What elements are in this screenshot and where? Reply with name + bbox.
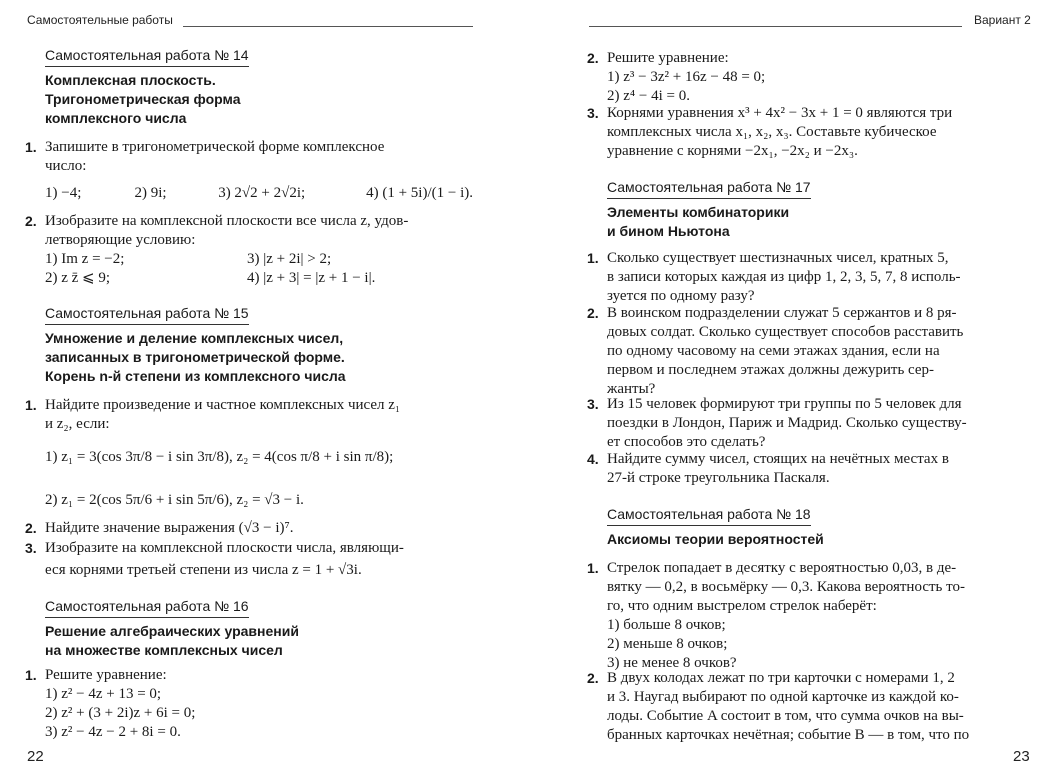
task-number: 4.	[587, 451, 599, 467]
task-line: го, что одним выстрелом стрелок наберёт:	[607, 598, 877, 614]
task-16-1	[25, 666, 475, 742]
option: 1) Im z = −2;	[45, 251, 125, 267]
formula-line: 1) z₁ = 3(cos 3π/8 − i sin 3π/8), z₂ = 4(cos π/8 + i sin π/8);	[45, 449, 394, 465]
task-number: 1.	[25, 397, 37, 413]
task-line: ет способов это сделать?	[607, 434, 766, 450]
option: 2) z z̄ ⩽ 9;	[45, 270, 111, 286]
task-number: 1.	[25, 139, 37, 155]
task-line: еся корнями третьей степени из числа z = 1 + √3i.	[45, 562, 362, 578]
task-number: 3.	[587, 396, 599, 412]
work-header: Самостоятельная работа № 18	[607, 505, 811, 526]
page-number-right: 23	[1013, 748, 1030, 765]
work-title-line: комплексного числа	[45, 110, 187, 126]
task-number: 2.	[587, 50, 599, 66]
task-number: 2.	[25, 520, 37, 536]
running-head-left: Самостоятельные работы	[27, 13, 173, 27]
work-14-heading	[45, 46, 485, 128]
task-16-2	[587, 49, 1033, 106]
task-line: 2) z⁴ − 4i = 0.	[607, 88, 690, 104]
task-15-3	[25, 539, 475, 580]
task-line: Найдите значение выражения (√3 − i)⁷.	[45, 520, 294, 536]
task-number: 2.	[587, 305, 599, 321]
work-title-line: на множестве комплексных чисел	[45, 642, 283, 658]
header-rule-right	[589, 26, 962, 27]
work-header: Самостоятельная работа № 15	[45, 304, 249, 325]
work-15-heading	[45, 304, 485, 386]
header-rule-left	[183, 26, 473, 27]
work-header: Самостоятельная работа № 16	[45, 597, 249, 618]
task-line: Корнями уравнения x³ + 4x² − 3x + 1 = 0 являются три	[607, 105, 953, 121]
task-line: уравнение с корнями −2x₁, −2x₂ и −2x₃.	[607, 143, 858, 159]
work-16-heading	[45, 597, 485, 660]
work-title-line: Аксиомы теории вероятностей	[607, 531, 824, 547]
task-line: в записи которых каждая из цифр 1, 2, 3, 5, 7, 8 исполь-	[607, 269, 961, 285]
task-line: комплексных числа x₁, x₂, x₃. Составьте кубическое	[607, 124, 937, 140]
work-title-line: Корень n-й степени из комплексного числа	[45, 368, 346, 384]
work-title-line: Элементы комбинаторики	[607, 204, 790, 220]
work-title-line: и бином Ньютона	[607, 223, 730, 239]
right-page	[527, 0, 1054, 782]
task-line: 3) не менее 8 очков?	[607, 655, 737, 671]
task-line: Решите уравнение:	[45, 667, 167, 683]
task-number: 3.	[587, 105, 599, 121]
task-line: вятку — 0,2, в восьмёрку — 0,3. Какова вероятность то-	[607, 579, 965, 595]
work-header: Самостоятельная работа № 14	[45, 46, 249, 67]
task-line: В воинском подразделении служат 5 сержантов и 8 ря-	[607, 305, 957, 321]
work-header: Самостоятельная работа № 17	[607, 178, 811, 199]
option: 3) 2√2 + 2√2i;	[218, 185, 306, 201]
work-title-line: Решение алгебраических уравнений	[45, 623, 299, 639]
task-line: жанты?	[607, 381, 656, 397]
task-line: бранных карточках нечётная; событие B — в том, что по	[607, 727, 970, 743]
task-16-3	[587, 104, 1033, 161]
task-18-1	[587, 559, 1033, 673]
task-14-1	[25, 138, 473, 203]
task-line: зуется по одному разу?	[607, 288, 755, 304]
formula-line: 2) z₁ = 2(cos 5π/6 + i sin 5π/6), z₂ = √3 − i.	[45, 492, 304, 508]
task-line: Решите уравнение:	[607, 50, 729, 66]
task-number: 1.	[587, 560, 599, 576]
task-14-2	[25, 212, 473, 288]
task-line: Сколько существует шестизначных чисел, кратных 5,	[607, 250, 949, 266]
option: 3) |z + 2i| > 2;	[247, 251, 332, 267]
task-line: В двух колодах лежат по три карточки с номерами 1, 2	[607, 670, 955, 686]
task-line: по одному часовому на семи этажах здания, если на	[607, 343, 940, 359]
task-17-3	[587, 395, 1033, 452]
task-line: Найдите произведение и частное комплексных чисел z₁	[45, 397, 401, 413]
task-line: Запишите в тригонометрической форме комплексное	[45, 139, 385, 155]
task-line: 27-й строке треугольника Паскаля.	[607, 470, 830, 486]
task-line: и z₂, если:	[45, 416, 110, 432]
task-line: 1) больше 8 очков;	[607, 617, 726, 633]
task-15-2	[25, 519, 475, 538]
option: 1) −4;	[45, 185, 82, 201]
task-line: 1) z² − 4z + 13 = 0;	[45, 686, 162, 702]
task-number: 2.	[587, 670, 599, 686]
task-line: Найдите сумму чисел, стоящих на нечётных местах в	[607, 451, 949, 467]
task-17-2	[587, 304, 1033, 399]
option: 4) |z + 3| = |z + 1 − i|.	[247, 270, 376, 286]
task-line: Стрелок попадает в десятку с вероятностью 0,03, в де-	[607, 560, 957, 576]
task-number: 2.	[25, 213, 37, 229]
task-line: лоды. Событие A состоит в том, что сумма очков на вы-	[607, 708, 964, 724]
task-17-4	[587, 450, 1033, 488]
task-line: 2) меньше 8 очков;	[607, 636, 728, 652]
work-17-heading	[607, 178, 1037, 241]
task-15-1	[25, 396, 475, 510]
task-line: летворяющие условию:	[45, 232, 196, 248]
task-17-1	[587, 249, 1033, 306]
task-line: Из 15 человек формируют три группы по 5 человек для	[607, 396, 962, 412]
task-number: 3.	[25, 540, 37, 556]
task-18-2	[587, 669, 1033, 745]
task-line: поездки в Лондон, Париж и Мадрид. Сколько существу-	[607, 415, 967, 431]
task-line: число:	[45, 158, 87, 174]
task-line: 1) z³ − 3z² + 16z − 48 = 0;	[607, 69, 766, 85]
work-title-line: записанных в тригонометрической форме.	[45, 349, 345, 365]
task-number: 1.	[25, 667, 37, 683]
work-title-line: Тригонометрическая форма	[45, 91, 241, 107]
task-number: 1.	[587, 250, 599, 266]
task-line: 2) z² + (3 + 2i)z + 6i = 0;	[45, 705, 196, 721]
work-title-line: Комплексная плоскость.	[45, 72, 216, 88]
running-head-right: Вариант 2	[974, 13, 1031, 27]
page-number-left: 22	[27, 748, 44, 765]
task-line: Изобразите на комплексной плоскости все числа z, удов-	[45, 213, 409, 229]
task-line: 3) z² − 4z − 2 + 8i = 0.	[45, 724, 181, 740]
work-title-line: Умножение и деление комплексных чисел,	[45, 330, 344, 346]
option: 2) 9i;	[134, 185, 167, 201]
task-line: довых солдат. Сколько существует способов расставить	[607, 324, 964, 340]
task-line: и 3. Наугад выбирают по одной карточке из каждой ко-	[607, 689, 959, 705]
task-line: первом и последнем этажах должны дежурить сер-	[607, 362, 935, 378]
task-line: Изобразите на комплексной плоскости числа, являющи-	[45, 540, 404, 556]
work-18-heading	[607, 505, 1037, 549]
option: 4) (1 + 5i)/(1 − i).	[366, 185, 473, 201]
